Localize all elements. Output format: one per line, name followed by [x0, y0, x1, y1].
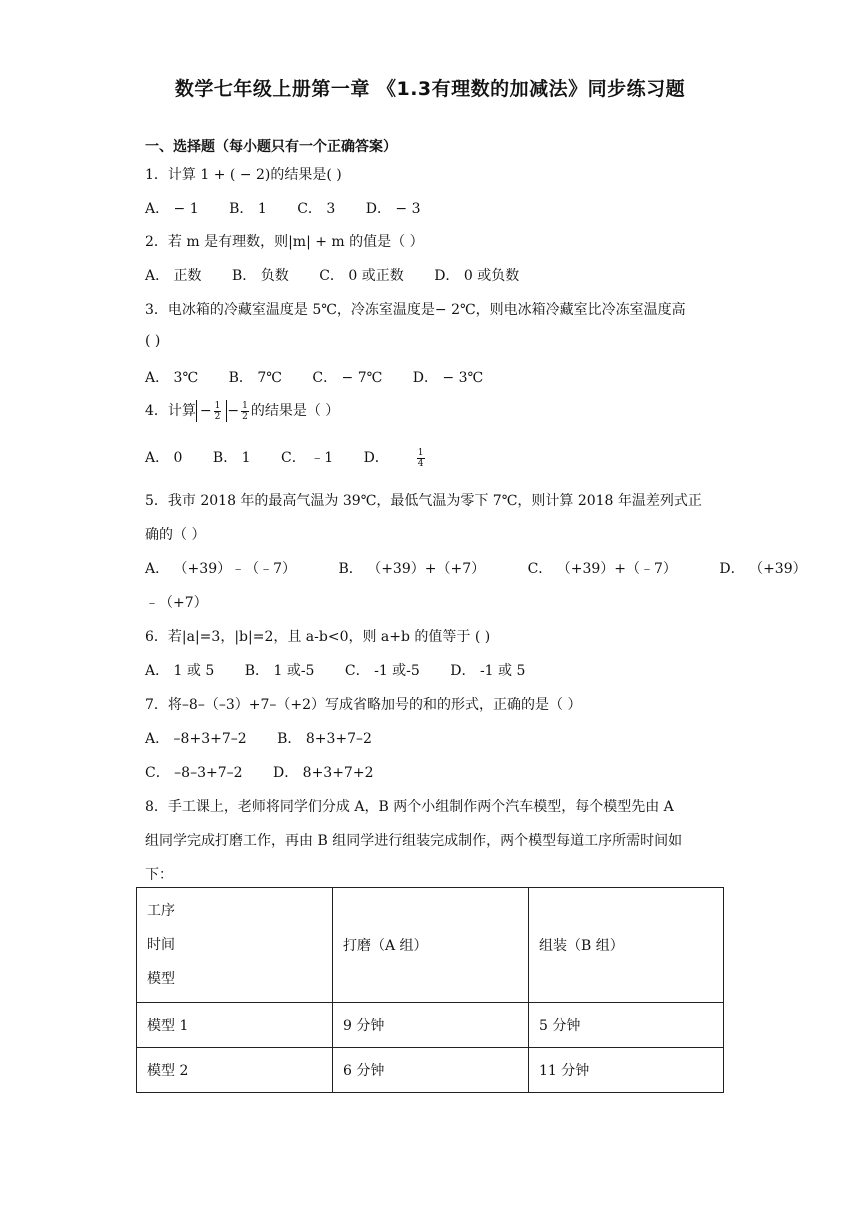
question-5-stem-cont: 确的（ ）	[145, 527, 206, 543]
option-b: B． 7℃	[228, 370, 282, 386]
option-d-label: D．	[363, 450, 389, 466]
option-d: D． （+39）	[719, 561, 807, 577]
question-7-options-row2	[145, 762, 399, 782]
option-c: C． （+39）+（﹣7）	[527, 561, 677, 577]
question-1-options	[145, 198, 447, 218]
fraction	[417, 448, 451, 469]
question-7-stem: 7．将–8–（–3）+7–（+2）写成省略加号的和的形式，正确的是（ ）	[145, 697, 582, 713]
fraction-denominator: 2	[214, 411, 221, 422]
table-header-assemble: 组装（B 组）	[529, 888, 724, 1003]
option-c: C． ﹣1	[281, 450, 334, 466]
header-label-time: 时间	[147, 937, 175, 953]
question-3-stem: 3．电冰箱的冷藏室温度是 5℃，冷冻室温度是− 2℃，则电冰箱冷藏室比冷冻室温度高	[145, 302, 686, 318]
fraction-numerator: 1	[214, 400, 221, 411]
option-c: C． –8–3+7–2	[145, 765, 243, 781]
table-cell-model: 模型 1	[137, 1003, 333, 1048]
option-a: A． –8+3+7–2	[145, 731, 247, 747]
option-a: A． 0	[145, 450, 183, 466]
table-header-grind: 打磨（A 组）	[333, 888, 529, 1003]
option-a: A． 1 或 5	[145, 663, 215, 679]
table-row	[137, 1048, 724, 1093]
fraction-numerator: 1	[242, 400, 248, 411]
question-4-suffix: 的结果是（ ）	[250, 403, 340, 419]
minus-sign: −	[227, 403, 240, 419]
question-8-line-2: 组同学完成打磨工作，再由 B 组同学进行组装完成制作，两个模型每道工序所需时间如	[145, 833, 683, 849]
option-b: B． 1 或-5	[244, 663, 315, 679]
question-5-stem: 5．我市 2018 年的最高气温为 39℃，最低气温为零下 7℃，则计算 2018 年温差列式正	[145, 493, 702, 509]
option-c: C． 3	[297, 201, 336, 217]
option-c: C． 0 或正数	[319, 268, 404, 284]
page-title: 数学七年级上册第一章 《1.3有理数的加减法》同步练习题	[174, 78, 686, 100]
fraction-denominator: 4	[417, 458, 424, 469]
question-8-line-3: 下：	[145, 867, 173, 883]
option-d: D． − 3℃	[412, 370, 484, 386]
question-7-options-row1	[145, 728, 398, 748]
process-time-table	[136, 887, 724, 1093]
option-d: D． -1 或 5	[450, 663, 526, 679]
question-3-options	[145, 367, 509, 387]
fraction	[214, 401, 222, 422]
option-a: A． （+39）﹣（﹣7）	[145, 561, 297, 577]
fraction	[241, 401, 249, 422]
header-label-model: 模型	[147, 971, 175, 987]
option-c: C． -1 或-5	[344, 663, 420, 679]
option-c: C． − 7℃	[312, 370, 383, 386]
question-2-options	[145, 265, 545, 285]
table-row	[137, 1003, 724, 1048]
table-header-row	[137, 888, 724, 1003]
question-1-stem: 1．计算 1 + ( − 2)的结果是( )	[145, 167, 342, 183]
question-8-line-1: 8．手工课上，老师将同学们分成 A，B 两个小组制作两个汽车模型，每个模型先由 A	[145, 799, 674, 815]
question-3-stem-cont: ( )	[145, 333, 161, 349]
question-4-prefix: 4．计算	[145, 403, 196, 419]
option-b: B． 负数	[232, 268, 289, 284]
question-4-stem	[145, 400, 339, 422]
table-corner-header	[137, 888, 333, 1003]
header-label-process: 工序	[147, 903, 175, 919]
question-4-options	[145, 447, 503, 469]
question-5-options	[145, 558, 807, 578]
option-d: D． 0 或负数	[434, 268, 520, 284]
section-heading: 一、选择题（每小题只有一个正确答案）	[145, 139, 397, 155]
option-d: D． − 3	[365, 201, 421, 217]
table-cell-assemble: 11 分钟	[529, 1048, 724, 1093]
option-b: B． 1	[229, 201, 267, 217]
option-d	[364, 447, 477, 469]
option-b: B． （+39）+（+7）	[338, 561, 486, 577]
table-cell-assemble: 5 分钟	[529, 1003, 724, 1048]
option-b: B． 8+3+7–2	[277, 731, 372, 747]
absolute-value	[196, 400, 227, 422]
option-a: A． 正数	[145, 268, 202, 284]
question-2-stem: 2．若 m 是有理数，则|m| + m 的值是（ ）	[145, 234, 424, 250]
option-a: A． − 1	[145, 201, 199, 217]
fraction-denominator: 2	[242, 411, 248, 422]
fraction-numerator: 1	[417, 447, 424, 458]
minus-sign: −	[199, 403, 212, 419]
table-cell-grind: 6 分钟	[333, 1048, 529, 1093]
question-6-stem: 6．若|a|=3，|b|=2，且 a-b<0，则 a+b 的值等于 ( )	[145, 629, 491, 645]
table-cell-model: 模型 2	[137, 1048, 333, 1093]
option-b: B． 1	[212, 450, 251, 466]
option-a: A． 3℃	[145, 370, 199, 386]
question-5-option-d-cont: ﹣（+7）	[145, 595, 208, 611]
option-d: D． 8+3+7+2	[272, 765, 374, 781]
question-6-options	[145, 660, 551, 680]
table-cell-grind: 9 分钟	[333, 1003, 529, 1048]
